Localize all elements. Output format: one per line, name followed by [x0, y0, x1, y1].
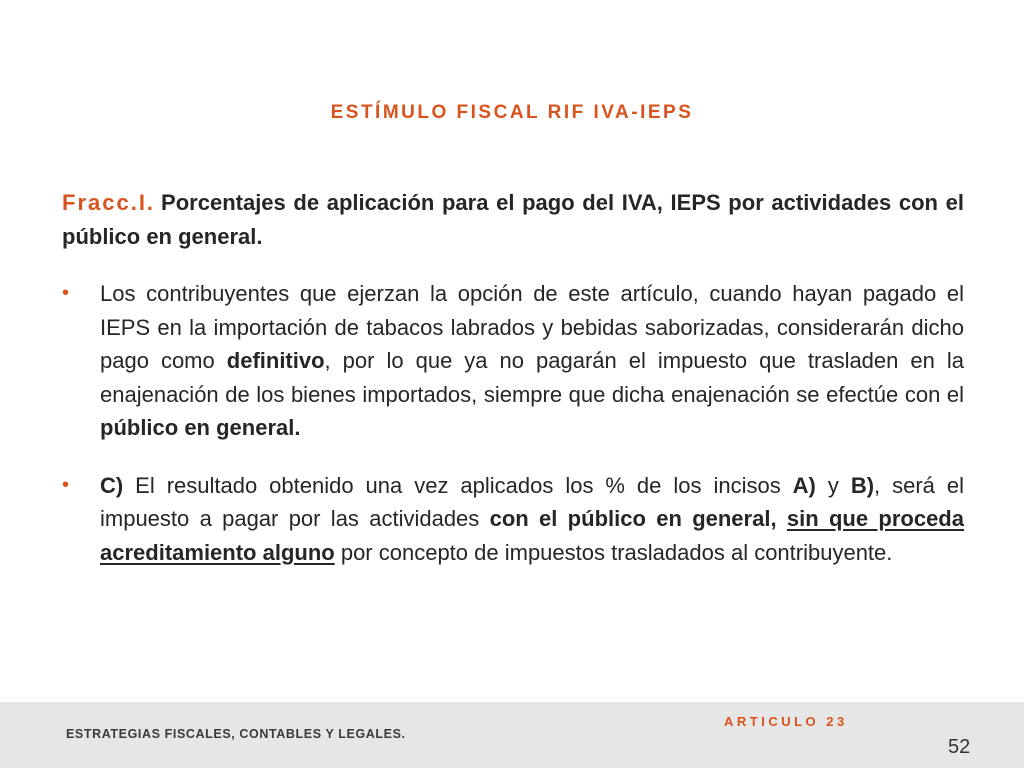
bullet-bold-text: A) [792, 472, 816, 498]
fraction-label: Fracc.I. [62, 190, 156, 215]
bullet-bold-text: público en general. [100, 415, 301, 440]
section-subtitle [62, 186, 964, 253]
bullet-text: por concepto de impuestos trasladados al contribuyente. [334, 539, 893, 565]
bullet-icon: • [62, 282, 70, 304]
bullet-bold-text: definitivo [226, 348, 325, 373]
bullet-bold-text: B) [850, 472, 875, 498]
bullet-text [777, 506, 787, 531]
slide-title: ESTÍMULO FISCAL RIF IVA-IEPS [330, 102, 694, 123]
article-label: ARTICULO 23 [724, 714, 848, 729]
footer-brand: ESTRATEGIAS FISCALES, CONTABLES Y LEGALES. [66, 727, 406, 741]
bullet-bold-text: C) [100, 472, 124, 498]
bullet-list [62, 277, 964, 569]
bullet-underlined-text: sin que proceda acreditamiento alguno [100, 506, 964, 565]
bullet-icon: • [62, 473, 70, 496]
page-number: 52 [948, 736, 971, 758]
bullet-item [62, 277, 964, 445]
bullet-bold-text: con el público en general, [489, 506, 777, 531]
bullet-text: , será el impuesto a pagar por las actividades [100, 472, 964, 531]
bullet-text: , por lo que ya no pagarán el impuesto que trasladen en la enajenación de los bienes importados, siempre que dicha enajenación se efectúe con el [100, 348, 964, 407]
footer-bar [0, 702, 1024, 768]
bullet-item [62, 469, 964, 570]
bullet-text: y [815, 472, 851, 498]
bullet-text: El resultado obtenido una vez aplicados los % de los incisos [123, 472, 793, 498]
subtitle-text: Porcentajes de aplicación para el pago del IVA, IEPS por actividades con el público en general. [62, 190, 964, 249]
slide-content [62, 186, 964, 593]
bullet-text: Los contribuyentes que ejerzan la opción de este artículo, cuando hayan pagado el IEPS en la importación de tabacos labrados y bebidas saborizadas, considerarán dicho pago como [100, 281, 964, 373]
